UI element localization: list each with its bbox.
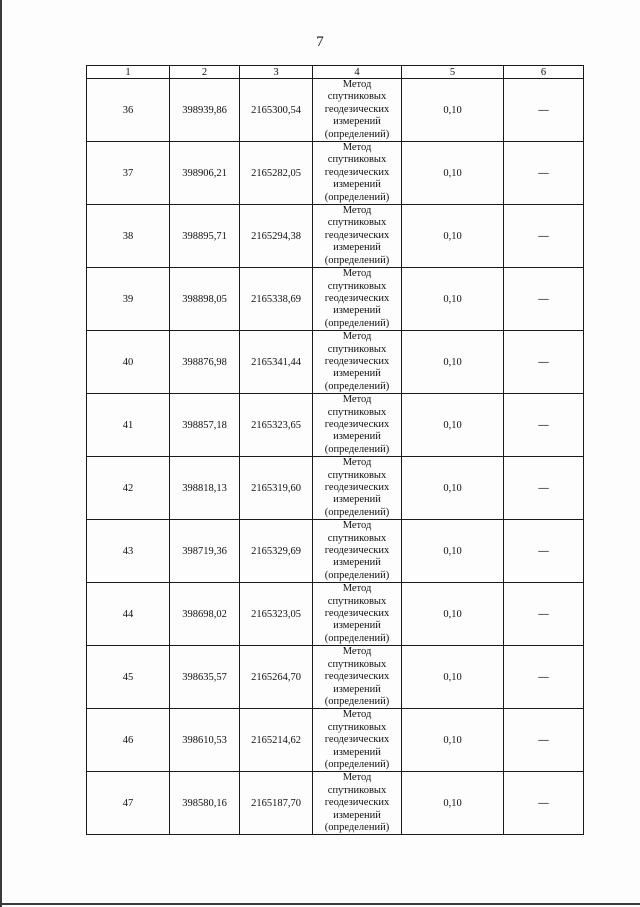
method-line: (определений) xyxy=(324,632,390,644)
point-number-cell: 47 xyxy=(87,772,170,835)
table-header-row xyxy=(87,66,584,79)
method-line: (определений) xyxy=(324,254,390,266)
x-coordinate-cell: 398857,18 xyxy=(170,394,240,457)
table-row xyxy=(87,205,584,268)
table-row xyxy=(87,268,584,331)
method-line: (определений) xyxy=(324,128,390,140)
method-line: спутниковых xyxy=(327,532,387,544)
x-coordinate-cell: 398610,53 xyxy=(170,709,240,772)
method-line: геодезических xyxy=(324,355,390,367)
x-coordinate-cell: 398876,98 xyxy=(170,331,240,394)
point-number-cell: 46 xyxy=(87,709,170,772)
y-coordinate-cell: 2165282,05 xyxy=(240,142,313,205)
description-cell: — xyxy=(504,457,584,520)
accuracy-cell: 0,10 xyxy=(402,394,504,457)
method-line: спутниковых xyxy=(327,595,387,607)
method-cell xyxy=(313,772,402,835)
point-number-cell: 41 xyxy=(87,394,170,457)
y-coordinate-cell: 2165329,69 xyxy=(240,520,313,583)
x-coordinate-cell: 398698,02 xyxy=(170,583,240,646)
column-header: 1 xyxy=(87,66,170,79)
table-row xyxy=(87,520,584,583)
y-coordinate-cell: 2165214,62 xyxy=(240,709,313,772)
point-number-cell: 42 xyxy=(87,457,170,520)
method-line: спутниковых xyxy=(327,658,387,670)
method-line: геодезических xyxy=(324,797,390,809)
point-number-cell: 37 xyxy=(87,142,170,205)
method-line: спутниковых xyxy=(327,721,387,733)
scan-edge-bottom xyxy=(0,903,640,905)
method-cell xyxy=(313,520,402,583)
method-line: измерений xyxy=(333,683,381,695)
y-coordinate-cell: 2165323,05 xyxy=(240,583,313,646)
method-line: Метод xyxy=(342,331,372,343)
method-cell xyxy=(313,646,402,709)
method-line: (определений) xyxy=(324,317,390,329)
description-cell: — xyxy=(504,772,584,835)
column-header: 4 xyxy=(313,66,402,79)
method-line: (определений) xyxy=(324,821,390,833)
coordinates-table xyxy=(86,65,584,835)
method-line: измерений xyxy=(333,431,381,443)
method-line: измерений xyxy=(333,179,381,191)
method-line: спутниковых xyxy=(327,217,387,229)
method-line: Метод xyxy=(342,646,372,658)
method-cell xyxy=(313,457,402,520)
description-cell: — xyxy=(504,268,584,331)
accuracy-cell: 0,10 xyxy=(402,646,504,709)
method-line: Метод xyxy=(342,205,372,217)
description-cell: — xyxy=(504,520,584,583)
column-header: 3 xyxy=(240,66,313,79)
y-coordinate-cell: 2165187,70 xyxy=(240,772,313,835)
point-number-cell: 38 xyxy=(87,205,170,268)
method-cell xyxy=(313,394,402,457)
method-line: Метод xyxy=(342,268,372,280)
page-number: 7 xyxy=(316,34,324,50)
method-line: геодезических xyxy=(324,671,390,683)
y-coordinate-cell: 2165319,60 xyxy=(240,457,313,520)
method-line: геодезических xyxy=(324,229,390,241)
table-row xyxy=(87,331,584,394)
x-coordinate-cell: 398939,86 xyxy=(170,79,240,142)
accuracy-cell: 0,10 xyxy=(402,79,504,142)
description-cell: — xyxy=(504,646,584,709)
y-coordinate-cell: 2165341,44 xyxy=(240,331,313,394)
method-line: геодезических xyxy=(324,166,390,178)
method-line: геодезических xyxy=(324,608,390,620)
method-line: спутниковых xyxy=(327,154,387,166)
table-row xyxy=(87,583,584,646)
method-cell xyxy=(313,709,402,772)
method-line: (определений) xyxy=(324,191,390,203)
x-coordinate-cell: 398906,21 xyxy=(170,142,240,205)
accuracy-cell: 0,10 xyxy=(402,772,504,835)
method-line: спутниковых xyxy=(327,406,387,418)
method-line: измерений xyxy=(333,305,381,317)
accuracy-cell: 0,10 xyxy=(402,709,504,772)
method-line: (определений) xyxy=(324,443,390,455)
description-cell: — xyxy=(504,79,584,142)
point-number-cell: 39 xyxy=(87,268,170,331)
method-cell xyxy=(313,205,402,268)
accuracy-cell: 0,10 xyxy=(402,142,504,205)
y-coordinate-cell: 2165300,54 xyxy=(240,79,313,142)
description-cell: — xyxy=(504,709,584,772)
method-line: спутниковых xyxy=(327,91,387,103)
method-line: спутниковых xyxy=(327,784,387,796)
method-line: измерений xyxy=(333,557,381,569)
method-line: геодезических xyxy=(324,292,390,304)
method-line: геодезических xyxy=(324,545,390,557)
column-header: 6 xyxy=(504,66,584,79)
y-coordinate-cell: 2165264,70 xyxy=(240,646,313,709)
method-line: Метод xyxy=(342,583,372,595)
method-line: измерений xyxy=(333,368,381,380)
description-cell: — xyxy=(504,583,584,646)
accuracy-cell: 0,10 xyxy=(402,268,504,331)
accuracy-cell: 0,10 xyxy=(402,583,504,646)
x-coordinate-cell: 398898,05 xyxy=(170,268,240,331)
method-line: (определений) xyxy=(324,569,390,581)
x-coordinate-cell: 398895,71 xyxy=(170,205,240,268)
method-line: измерений xyxy=(333,494,381,506)
method-line: измерений xyxy=(333,242,381,254)
method-line: измерений xyxy=(333,116,381,128)
method-line: (определений) xyxy=(324,380,390,392)
x-coordinate-cell: 398719,36 xyxy=(170,520,240,583)
scan-edge-left xyxy=(0,0,2,907)
method-line: геодезических xyxy=(324,418,390,430)
method-line: Метод xyxy=(342,142,372,154)
point-number-cell: 43 xyxy=(87,520,170,583)
description-cell: — xyxy=(504,331,584,394)
method-cell xyxy=(313,268,402,331)
method-line: измерений xyxy=(333,620,381,632)
point-number-cell: 45 xyxy=(87,646,170,709)
table-row xyxy=(87,772,584,835)
column-header: 5 xyxy=(402,66,504,79)
method-line: Метод xyxy=(342,79,372,90)
method-line: геодезических xyxy=(324,103,390,115)
method-cell xyxy=(313,331,402,394)
method-cell xyxy=(313,583,402,646)
method-line: Метод xyxy=(342,772,372,784)
y-coordinate-cell: 2165338,69 xyxy=(240,268,313,331)
table-row xyxy=(87,142,584,205)
x-coordinate-cell: 398580,16 xyxy=(170,772,240,835)
description-cell: — xyxy=(504,394,584,457)
method-line: спутниковых xyxy=(327,280,387,292)
table-row xyxy=(87,457,584,520)
method-line: Метод xyxy=(342,394,372,406)
accuracy-cell: 0,10 xyxy=(402,331,504,394)
method-line: Метод xyxy=(342,520,372,532)
method-line: измерений xyxy=(333,746,381,758)
method-cell xyxy=(313,142,402,205)
method-line: измерений xyxy=(333,809,381,821)
method-line: Метод xyxy=(342,709,372,721)
method-line: (определений) xyxy=(324,758,390,770)
method-line: геодезических xyxy=(324,482,390,493)
point-number-cell: 40 xyxy=(87,331,170,394)
x-coordinate-cell: 398818,13 xyxy=(170,457,240,520)
table-row xyxy=(87,646,584,709)
method-cell xyxy=(313,79,402,142)
y-coordinate-cell: 2165323,65 xyxy=(240,394,313,457)
method-line: геодезических xyxy=(324,734,390,746)
method-line: спутниковых xyxy=(327,343,387,355)
point-number-cell: 36 xyxy=(87,79,170,142)
table-row xyxy=(87,394,584,457)
table-body xyxy=(87,79,584,835)
table-row xyxy=(87,709,584,772)
point-number-cell: 44 xyxy=(87,583,170,646)
table-row xyxy=(87,79,584,142)
x-coordinate-cell: 398635,57 xyxy=(170,646,240,709)
description-cell: — xyxy=(504,205,584,268)
description-cell: — xyxy=(504,142,584,205)
method-line: (определений) xyxy=(324,506,390,518)
accuracy-cell: 0,10 xyxy=(402,457,504,520)
method-line: спутниковых xyxy=(327,469,387,481)
accuracy-cell: 0,10 xyxy=(402,520,504,583)
method-line: Метод xyxy=(342,457,372,469)
y-coordinate-cell: 2165294,38 xyxy=(240,205,313,268)
column-header: 2 xyxy=(170,66,240,79)
accuracy-cell: 0,10 xyxy=(402,205,504,268)
method-line: (определений) xyxy=(324,695,390,707)
